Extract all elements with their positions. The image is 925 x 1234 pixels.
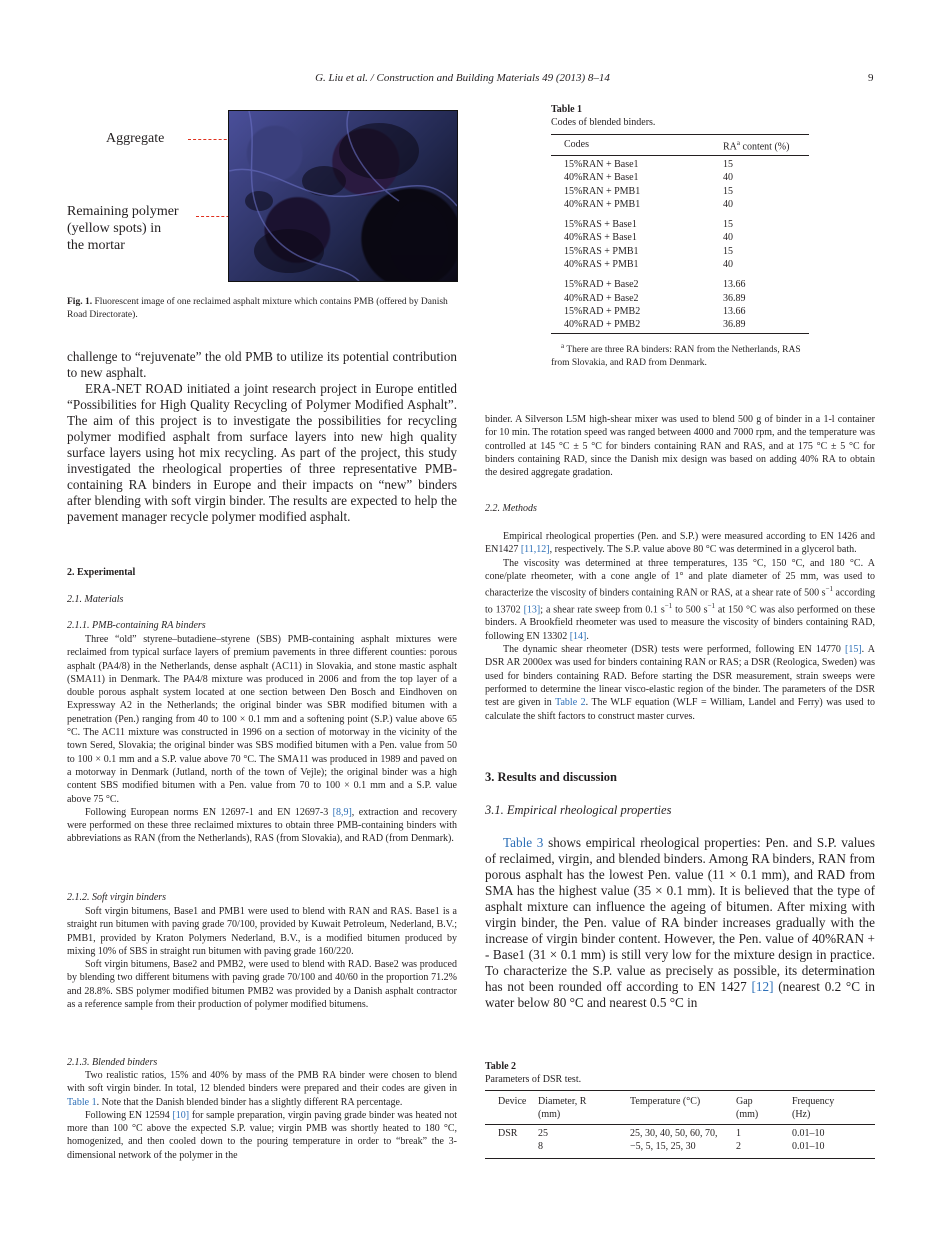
section-2-1-1-heading: 2.1.1. PMB-containing RA binders [67,620,206,631]
paragraph-2-1-3-b [67,1109,457,1162]
footnote-marker: a [561,342,565,350]
table-row [564,245,733,258]
table-3-link[interactable]: Table 3 [503,835,544,850]
figure-caption-prefix: Fig. 1. [67,297,93,307]
table-1-subtitle: Codes of blended binders. [551,117,656,128]
table-1-body [564,158,746,332]
text: The viscosity was determined at three temperatures, 135 °C, 150 °C, and 180 °C. A cone/plate rheometer, with a cone angle of 1° and plate diameter of 25 mm, was used to characterize the viscosity of binders containing RAN or RAS, at a shear rate of 500 s [485,557,875,599]
cell-ra: 15 [723,245,733,257]
cell-ra: 13.66 [723,279,746,291]
footnote-marker: a [736,139,741,147]
header-line: Diameter, R [538,1096,587,1107]
table-1-title: Table 1 [551,104,583,115]
table-1-col-ra [723,139,789,152]
section-2-heading: 2. Experimental [67,567,136,578]
table-row [564,292,746,305]
cell-code: 40%RAS + Base1 [564,232,637,244]
fluorescent-image [228,110,458,282]
text: . Note that the Danish blended binder has a slightly different RA percentage. [96,1096,403,1108]
table-2-subtitle: Parameters of DSR test. [485,1074,582,1085]
table-row [564,278,746,291]
figure-label-polymer-line1: Remaining polymer [67,204,179,219]
table-row [564,185,733,198]
text: for sample preparation, virgin paving grade binder was heated not more than 100 °C above the expected S.P. value; virgin PMB was shortly heated to 180 °C, homogenized, and then cooled down to the pouring temperature in order to “break” the 3-dimensional network of the polymer in the [67,1109,457,1161]
cell-code: 40%RAD + PMB2 [564,319,641,331]
table-2-header-frequency [792,1095,834,1122]
right-body-small [485,413,875,479]
header-line: (mm) [736,1109,759,1121]
cell-code: 40%RAD + Base2 [564,292,639,304]
text: at 150 °C was also performed on these binders. A Brookfield rheometer was used to measure the viscosity of binders containing RAD, following EN 13302 [485,604,876,642]
text: (nearest 0.2 °C in water below 80 °C and nearest 0.5 °C in [485,979,875,1010]
header-line: Frequency [792,1096,835,1107]
section-3-1-heading: 3.1. Empirical rheological properties [485,803,672,817]
text: Following EN 12594 [85,1109,173,1121]
table-cell: 0.01–10 [792,1141,825,1153]
section-2-1-1-body [67,633,457,846]
paragraph-2-2-c [485,643,875,723]
text: according to 13702 [485,587,875,616]
paragraph-3-1 [485,835,875,1011]
table-2-cell-device: DSR [498,1128,518,1139]
table-row [564,318,746,331]
cell-code: 15%RAS + PMB1 [564,245,639,257]
table-2-header-diameter [538,1095,586,1122]
text: RA [723,141,737,153]
paragraph-2-1-2-b: Soft virgin bitumens, Base2 and PMB2, were used to blend with RAD. Base2 was produced by blending two different bitumens with paving grade 70/100 and 40/60 in the proportion 71.2% and 28.8%. SBS polymer modified bitumen PMB2 was provided by a Danish asphalt contractor as a reference sample from their production of polymer modified bitumens. [67,959,457,1011]
citation-link[interactable]: [8,9] [332,806,352,818]
text: , respectively. The S.P. value above 80 °C was determined in a glycerol bath. [549,544,857,556]
text: shows empirical rheological properties: Pen. and S.P. values of reclaimed, virgin, and blended binders. Among RA binders, RAN from porous asphalt has the lowest Pen. value (11 × 0.1 mm), and RAD from SMA has the highest value (35 × 0.1 mm). It is believed that the type of asphalt mixture can influence the ageing of bitumen. After mixing with virgin binder, the Pen. value of RA binder increases gradually with the increase of virgin binder content. However, the Pen. value of 40%RAN + - Base1 (31 × 0.1 mm) is still very low for the mixture design in practice. To characterize the S.P. value as precisely as possible, its determination has not been rounded off according to EN 1427 [485,835,875,994]
header-line: (mm) [538,1109,561,1121]
cell-code: 40%RAN + Base1 [564,172,639,184]
cell-ra: 15 [723,185,733,197]
paragraph-2-2-a [485,530,875,557]
footnote-text: There are three RA binders: RAN from the Netherlands, RAS from Slovakia, and RAD from Denmark. [551,345,801,369]
paragraph-continued: binder. A Silverson L5M high-shear mixer was used to blend 500 g of binder in a 1-l container for 10 min. The rotation speed was ranged between 4000 and 7000 rpm, and the temperature was controlled at 145 °C ± 5 °C for binders containing RAN and RAS, and at 175 °C ± 5 °C for binders containing RAD, since the Danish mix design was based on adding 40% RA to obtain the desired aggregate gradation. [485,414,875,479]
cell-code: 15%RAD + Base2 [564,279,639,291]
citation-link[interactable]: [15] [845,644,862,656]
figure-label-polymer [67,203,179,254]
text: . The WLF equation (WLF = William, Landel and Ferry) was used to calculate the shift factors to construct master curves. [485,697,875,722]
figure-caption [67,296,457,322]
cell-ra: 40 [723,198,733,210]
text: , extraction and recovery were performed on these three reclaimed mixtures to obtain three PMB-containing binders with abbreviations as RAN (from the Netherlands), RAS (from Slovakia), and RAD (from Denmark). [67,806,457,845]
citation-link[interactable]: [12] [751,979,774,994]
section-2-1-heading: 2.1. Materials [67,594,124,605]
table-2-col-temperature [630,1127,718,1154]
table-1-col-codes: Codes [564,139,589,150]
intro-paragraph-1: challenge to “rejuvenate” the old PMB to utilize its potential contribution to new asphalt. [67,349,457,380]
text: Following European norms EN 12697-1 and EN 12697-3 [85,806,333,818]
section-3-heading: 3. Results and discussion [485,770,617,784]
table-2-header-device: Device [498,1096,527,1107]
citation-link[interactable]: [13] [523,604,541,616]
citation-link[interactable]: [11,12] [520,544,550,556]
fluorescent-texture [229,111,457,281]
cell-code: 15%RAD + PMB2 [564,305,641,317]
section-2-1-2-body [67,905,457,1011]
cell-code: 15%RAS + Base1 [564,219,637,231]
running-header: G. Liu et al. / Construction and Building Materials 49 (2013) 8–14 [315,72,610,84]
table-2-col-diameter [538,1127,548,1154]
table-cell: 2 [736,1141,741,1153]
table-2-header-temperature: Temperature (°C) [630,1096,701,1107]
table-row [564,198,733,211]
table-cell: 0.01–10 [792,1128,825,1139]
cell-code: 40%RAS + PMB1 [564,259,639,271]
table-row [564,218,733,231]
paragraph-2-2-b [485,557,875,643]
table-cell: 8 [538,1141,543,1153]
section-2-2-body [485,530,875,723]
text: Empirical rheological properties (Pen. and S.P.) were measured according to EN 1426 and EN1427 [485,531,875,556]
figure-label-polymer-line2: (yellow spots) in [67,221,162,236]
figure-label-aggregate: Aggregate [106,131,165,146]
cell-ra: 15 [723,219,733,231]
table-1-group-rad [564,278,746,331]
figure-caption-text: Fluorescent image of one reclaimed asphalt mixture which contains PMB (offered by Danish Road Directorate). [67,297,448,320]
superscript: −1 [825,585,834,594]
table-2-col-frequency [792,1127,825,1154]
table-2-header-rule [485,1124,875,1125]
cell-ra: 13.66 [723,305,746,317]
paragraph-2-1-2-a: Soft virgin bitumens, Base1 and PMB1 were used to blend with RAN and RAS. Base1 is a straight run bitumen with paving grade 70/100, provided by Kuwait Petroleum, Nederland, B.V.; PMB1, provided by Kraton Polymers Nederland, B.V., is a modified bitumen produced by mixing 10% of SBS in straight run bitumen with paving grade 160/220. [67,906,457,957]
section-2-1-3-heading: 2.1.3. Blended binders [67,1057,158,1068]
superscript: −1 [664,601,673,610]
section-2-1-2-heading: 2.1.2. Soft virgin binders [67,892,167,903]
text: Two realistic ratios, 15% and 40% by mass of the PMB RA binder were chosen to blend with soft virgin binder. In total, 12 blended binders were prepared and their codes are given in [67,1070,457,1095]
paragraph-2-1-1-b [67,806,457,846]
table-1-footnote [551,340,809,370]
superscript: −1 [707,601,716,610]
table-1-link[interactable]: Table 1 [67,1096,97,1108]
table-row [564,158,733,171]
text: The dynamic shear rheometer (DSR) tests were performed, following EN 14770 [503,644,845,656]
table-row [564,305,746,318]
text: . [586,630,589,642]
table-cell: 25, 30, 40, 50, 60, 70, [630,1128,718,1139]
cell-ra: 36.89 [723,319,746,331]
page-number: 9 [868,72,874,84]
cell-ra: 40 [723,259,733,271]
section-2-2-heading: 2.2. Methods [485,503,537,514]
table-row [564,171,733,184]
header-line: Gap [736,1096,753,1107]
citation-link[interactable]: [10] [172,1109,190,1121]
table-2-title: Table 2 [485,1061,517,1072]
citation-link[interactable]: [14] [569,630,587,642]
section-3-1-body [485,835,875,1011]
table-1-header-rule [551,155,809,156]
cell-ra: 36.89 [723,292,746,304]
section-2-1-3-body [67,1069,457,1162]
intro-text [67,349,457,525]
cell-ra: 15 [723,159,733,170]
header-line: (Hz) [792,1109,811,1121]
table-1-bottom-rule [551,333,809,334]
table-1-group-ran [564,158,733,211]
text: to 500 s [672,604,708,616]
table-cell: 25 [538,1128,548,1139]
text: content (%) [740,141,790,153]
table-2-bottom-rule [485,1158,875,1159]
cell-ra: 40 [723,232,733,244]
table-cell: −5, 5, 15, 25, 30 [630,1141,696,1153]
text: . A DSR AR 2000ex was used for binders containing RAN or RAS; a DSR (Reologica, Sweden) was used for binders containing RAD. Before starting the DSR measurement, strain sweeps were performed to determine the linear visco-elastic region of the binder. The parameters of the DSR test are given in [485,644,875,709]
cell-ra: 40 [723,172,733,184]
table-row [564,231,733,244]
table-2-col-gap [736,1127,741,1154]
text: ; a shear rate sweep from 0.1 s [540,604,665,616]
cell-code: 15%RAN + PMB1 [564,185,641,197]
table-row [564,258,733,271]
cell-code: 40%RAN + PMB1 [564,198,641,210]
paragraph-2-1-1-a: Three “old” styrene–butadiene–styrene (SBS) PMB-containing asphalt mixtures were reclaimed from typical surface layers of premium pavements in three different counties: porous asphalt (PA4/8) in the Netherlands, dense asphalt (AC11) in Slovakia, and stone mastic asphalt (SMA11) in Denmark. The PA4/8 mixture was produced in 2006 and from the top layer of a double porous asphalt system located at one section between Den Bosch and Eindhoven on Expressway A2 in the Netherlands; the original binder was SBR modified bitumen with a penetration (Pen.) ranging from 40 to 100 × 0.1 mm and a softening point (S.P.) value above 65 °C. The AC11 mixture was constructed in 1996 on a section of motorway in the vicinity of the town Sered, Slovakia; the original binder was SBS modified bitumen with a Pen. value from 50 to 100 × 0.1 mm and a S.P. value above 70 °C. The SMA11 was produced in 1989 and paved on a motorway in Denmark (Jutland, north of the town of Vejle); the original binder was a high content SBS modified bitumen with a Pen. value from 70 to 100 × 0.1 mm and a S.P. value above 75 °C. [67,634,457,805]
table-cell: 1 [736,1128,741,1139]
figure-label-polymer-line3: the mortar [67,238,125,253]
table-2-top-rule [485,1090,875,1091]
table-2-header-gap [736,1095,758,1122]
intro-paragraph-2: ERA-NET ROAD initiated a joint research project in Europe entitled “Possibilities for High Quality Recycling of Polymer Modified Asphalt”. The aim of this project is to investigate the possibilities for recycling polymer modified asphalt from surface layers into new high quality surface layers using hot mix recycling. As part of the project, this study investigated the rheological properties of three representative PMB-containing RA binders in Europe and their impacts on “new” binders after blending with soft virgin binder. The results are expected to help the pavement manager recycle polymer modified asphalt. [67,381,457,524]
table-2-link[interactable]: Table 2 [555,697,586,709]
table-1-group-ras [564,218,733,271]
paragraph-2-1-3-a [67,1069,457,1109]
cell-code: 15%RAN + Base1 [564,159,639,170]
table-1-top-rule [551,134,809,135]
